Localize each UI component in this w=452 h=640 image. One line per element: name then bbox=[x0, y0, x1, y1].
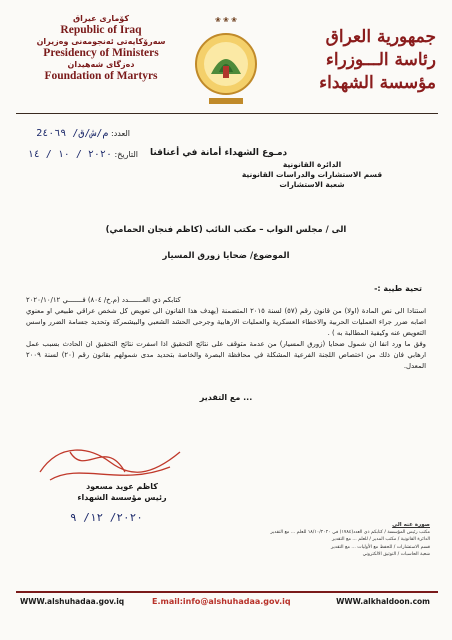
signatory-title: رئيس مؤسسة الشهداء bbox=[77, 492, 167, 502]
dept-legal: الدائرة القانونية bbox=[282, 160, 342, 169]
header-divider bbox=[16, 113, 438, 114]
kurdish-presidency: سەرۆکایەتی ئەنجومەنی وەزیران bbox=[36, 37, 166, 46]
ref-number-label: العدد: bbox=[111, 129, 130, 138]
copy-item: شعبة الحاسبات / التوثيق الالكتروني bbox=[362, 551, 430, 557]
letterhead-right bbox=[266, 26, 436, 95]
kurdish-republic: کۆماری عیراق bbox=[73, 14, 129, 23]
dept-consultations: قسم الاستشارات والدراسات القانونية bbox=[241, 170, 383, 179]
ref-number-value: م/ش/ق/ 2٤٠٦٩ bbox=[36, 128, 109, 139]
kurdish-foundation: دەزگای شەهیدان bbox=[67, 60, 135, 69]
ar-republic: جمهورية العراق bbox=[325, 27, 436, 47]
subject-line: الموضوع/ ضحايا زورق المسيار bbox=[162, 251, 290, 261]
svg-text:❀ ❀ ❀: ❀ ❀ ❀ bbox=[214, 16, 238, 24]
footer-website[interactable]: WWW.alshuhadaa.gov.iq bbox=[20, 597, 125, 606]
ref-number-row bbox=[20, 128, 130, 139]
footer-divider bbox=[16, 591, 438, 593]
date-label: التاريخ: bbox=[114, 150, 138, 159]
department-block bbox=[212, 160, 412, 190]
signature-date: ٢٠٢٠/ ١٢/ ٩ bbox=[70, 511, 143, 524]
footer-email[interactable]: E.mail:info@alshuhadaa.gov.iq bbox=[152, 597, 291, 606]
martyrs-foundation-logo bbox=[189, 12, 263, 108]
en-presidency: Presidency of Ministers bbox=[43, 47, 159, 59]
date-value: ٢٠٢٠ / ١٠ / ١٤ bbox=[27, 149, 112, 160]
letter-body bbox=[26, 295, 426, 372]
signatory-name: كاظم عويد مسعود bbox=[86, 482, 158, 491]
en-republic: Republic of Iraq bbox=[60, 24, 142, 36]
ar-presidency: رئاسة الـــوزراء bbox=[325, 50, 436, 70]
body-reference: كتابكم ذي العـــــــدد (م.خ/ ٨٠٤) فـــــــي ٢٠٢٠/١٠/١٢ bbox=[26, 296, 181, 304]
body-paragraph-2: وفق ما ورد انفا ان شمول ضحايا (زورق المسيار) من عدمة متوقف على نتائج التحقيق اذا اسفرت نتائج التحقيق ان الحادث بسبب عمل ارهابي فان ذلك من اختصاص اللجنة الفرعية المشكلة في محافظة البصرة والخاصة بتحديد مدى شمولهم بقانون رقم (٢٠) لسنة ٢٠٠٩ المعدل. bbox=[26, 340, 426, 370]
martyrs-quote: دمـوع الشهداء أمانة في أعناقنا bbox=[150, 148, 288, 158]
letterhead-left bbox=[26, 14, 176, 83]
footer-printer[interactable]: WWW.alkhaldoon.com bbox=[336, 597, 430, 606]
body-paragraph-1: استنادا الى نص المادة (اولا) من قانون رقم (٥٧) لسنة ٢٠١٥ المتضمنة (يهدف هذا القانون الى تعويض كل شخص عراقي طبيعي او معنوي اصابه ضرر جراء العمليات الحربية والاخطاء العسكرية والعمليات الارهابية وجرحى الحشد الشعبي والبيشمركة وتحديد جسامة الضرر واسس التعويض عنه وكيفية المطالبة به ) . bbox=[26, 307, 427, 337]
greeting: تحية طيبة :- bbox=[374, 284, 422, 293]
en-foundation: Foundation of Martyrs bbox=[44, 70, 158, 82]
dept-section: شعبة الاستشارات bbox=[279, 180, 345, 189]
signatory-block bbox=[62, 482, 182, 503]
closing-thanks: ... مع التقدير bbox=[199, 393, 253, 402]
copies-list bbox=[220, 522, 430, 558]
copies-title: صورة عنه الى bbox=[392, 522, 430, 528]
copy-item: قسم الاستشارات / للحفظ مع الأوليات ... مع التقدير bbox=[330, 544, 430, 550]
copy-item: مكتب رئيس المؤسسة / كتابكم ذي العدد(١٧٨٤) في ١٨/١٠/٢٠٢٠ للعلم ... مع التقدير bbox=[270, 530, 430, 536]
copy-item: الدائرة القانونية / مكتب المدير / للعلم ... مع التقدير bbox=[331, 537, 430, 543]
recipient-line: الى / مجلس النواب – مكتب النائب (كاظم فنجان الحمامي) bbox=[105, 225, 347, 235]
date-row bbox=[20, 149, 138, 160]
ar-foundation: مؤسسة الشهداء bbox=[319, 73, 436, 93]
